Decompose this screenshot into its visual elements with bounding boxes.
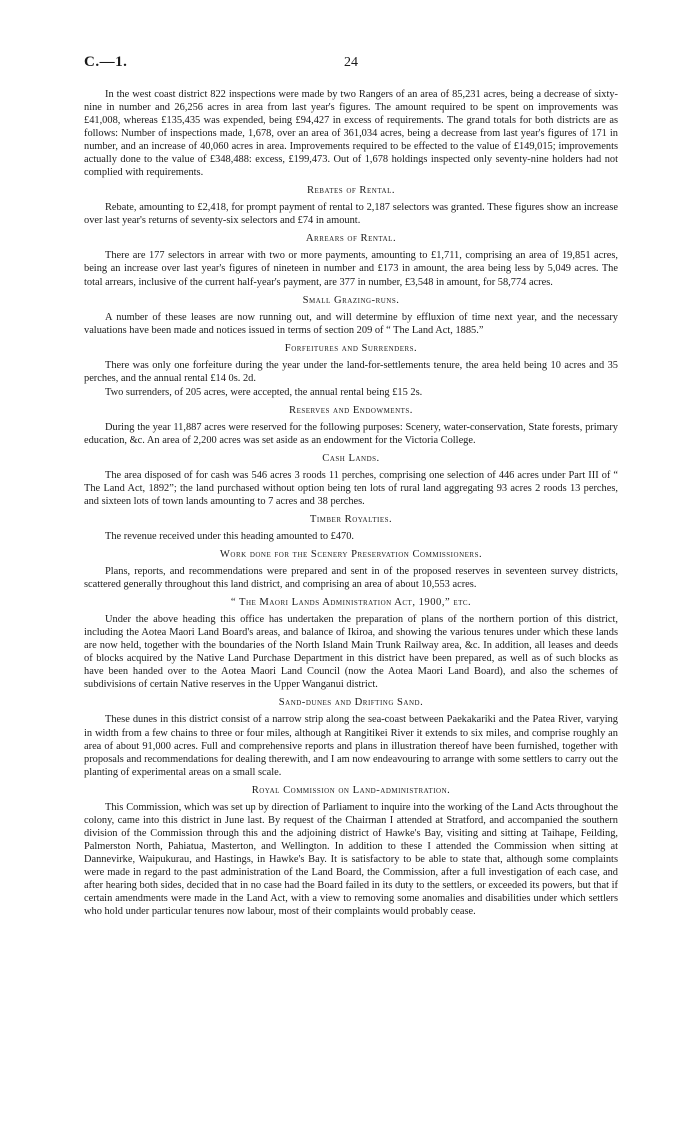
- section-arrears-of-rental: [84, 232, 618, 288]
- section-maori-lands-act: [84, 596, 618, 691]
- section-heading: Rebates of Rental.: [306, 185, 396, 197]
- paragraph: There are 177 selectors in arrear with two or more payments, amounting to £1,711, comprising an area of 19,851 acres, being an increase over last year's figures of nineteen in number and £173 in amount, the area being less by 5,049 acres. The total arrears, inclusive of the current half-year's payment, are 377 in number, £3,548 in amount, for 58,774 acres.: [84, 250, 618, 288]
- section-heading: Reserves and Endowments.: [289, 404, 413, 416]
- section-forfeitures-and-surrenders: [84, 342, 618, 399]
- paragraph: Under the above heading this office has undertaken the preparation of plans of the northern portion of this district, including the Aotea Maori Land Board's areas, and balance of Ikiroa, and showing the various tenures under which these lands are now held, together with the boundaries of the North Island Main Trunk Railway area, &c. In addition, all leases and deeds of blocks acquired by the Native Land Purchase Department in this district have been prepared, as well as of such blocks as have been handed over to the Aotea Maori Land Council (now the Aotea Maori Land Board), and also the schemes of subdivisions of certain Native reserves in the Upper Wanganui district.: [84, 614, 618, 691]
- section-heading: Work done for the Scenery Preservation Commissioners.: [219, 549, 483, 561]
- paragraph: A number of these leases are now running out, and will determine by effluxion of time next year, and the necessary valuations have been made and notices issued in terms of section 209 of “ The Land Act, 1885.”: [84, 311, 618, 336]
- section-scenery-preservation: [84, 548, 618, 591]
- section-heading: Arrears of Rental.: [305, 233, 397, 245]
- section-rebates-of-rental: [84, 184, 618, 227]
- document-code: C.—1.: [84, 54, 128, 70]
- section-heading: Forfeitures and Surrenders.: [284, 342, 418, 354]
- paragraph: The revenue received under this heading amounted to £470.: [105, 531, 354, 543]
- section-heading: Small Grazing-runs.: [302, 294, 400, 306]
- section-west-coast-inspections: [84, 88, 618, 179]
- paragraph: Rebate, amounting to £2,418, for prompt payment of rental to 2,187 selectors was granted. These figures show an increase over last year's returns of seventy-six selectors and £74 in amount.: [84, 202, 618, 227]
- paragraph: The area disposed of for cash was 546 acres 3 roods 11 perches, comprising one selection of 446 acres under Part III of “ The Land Act, 1892”; the land purchased without option being ten lots of rural land aggregating 93 acres 2 roods 13 perches, and sixteen lots of town lands amounting to 7 acres and 38 perches.: [84, 469, 618, 507]
- section-small-grazing-runs: [84, 294, 618, 337]
- section-heading: Sand-dunes and Drifting Sand.: [278, 697, 424, 709]
- paragraph: There was only one forfeiture during the year under the land-for-settlements tenure, the area held being 10 acres and 35 perches, and the annual rental £14 0s. 2d.: [84, 359, 618, 384]
- page-number: 24: [344, 55, 358, 70]
- paragraph: This Commission, which was set up by direction of Parliament to inquire into the working of the Land Acts throughout the colony, came into this district in June last. By request of the Chairman I attended at Stratford, and accompanied the southern division of the Commission through this and the adjoining district of Hawke's Bay, visiting and sitting at Taihape, Feilding, Palmerston North, Pahiatua, Masterton, and Wellington. In addition to these I attended the Commission when sitting at Dannevirke, Waipukurau, and Hastings, in Hawke's Bay. It is satisfactory to be able to state that, although some complaints were made in regard to the past administration of the Land Board, the Commission, after a full investigation of each case, and after hearing both sides, decided that in no case had the Board failed in its duty to the settlers, or exceeded its powers, but that if certain amendments were made in the Land Act, with a view to removing some anomalies and disabilities under which settlers who hold under particular tenures now labour, most of their complaints would probably cease.: [84, 801, 618, 918]
- section-reserves-and-endowments: [84, 404, 618, 447]
- section-sand-dunes: [84, 696, 618, 778]
- paragraph: Two surrenders, of 205 acres, were accepted, the annual rental being £15 2s.: [105, 386, 423, 398]
- section-royal-commission: [84, 784, 618, 918]
- paragraph: During the year 11,887 acres were reserved for the following purposes: Scenery, water-conservation, State forests, primary education, &c. An area of 2,200 acres was set aside as an endowment for the Victoria College.: [84, 421, 618, 446]
- paragraph: These dunes in this district consist of a narrow strip along the sea-coast between Paekakariki and the Patea River, varying in width from a few chains to three or four miles, although at Rangitikei River it extends to six miles, and comprise roughly an area of about 91,000 acres. Full and comprehensive reports and plans in illustration thereof have been furnished, together with proposals and recommendations for dealing therewith, and I am now endeavouring to arrange with some settlers to carry out the planting of experimental areas on a small scale.: [84, 714, 618, 778]
- section-cash-lands: [84, 452, 618, 508]
- page-header: [84, 56, 618, 76]
- section-heading: Royal Commission on Land-administration.: [251, 784, 451, 796]
- section-heading: Cash Lands.: [322, 452, 380, 464]
- document-body: [84, 62, 618, 918]
- section-heading: “ The Maori Lands Administration Act, 1900,” etc.: [230, 597, 472, 609]
- section-timber-royalties: [84, 513, 618, 543]
- paragraph: Plans, reports, and recommendations were prepared and sent in of the proposed reserves in seventeen survey districts, scattered generally throughout this land district, and comprising an area of about 10,553 acres.: [84, 566, 618, 591]
- section-heading: Timber Royalties.: [309, 514, 393, 526]
- paragraph: In the west coast district 822 inspections were made by two Rangers of an area of 85,231 acres, being a decrease of sixty-nine in number and 26,256 acres in area from last year's figures. The amount required to be spent on improvements was £41,008, whereas £135,435 was expended, being £94,427 in excess of requirements. The grand totals for both districts are as follows: Number of inspections made, 1,678, over an area of 361,034 acres, being a decrease from last year's figures of 171 in number, and an increase of 40,060 acres in area. Improvements required to be effected to the value of £149,015; improvements actually done to the value of £348,488: excess, £199,473. Out of 1,678 holdings inspected only seventy-nine holders had not complied with requirements.: [84, 89, 618, 179]
